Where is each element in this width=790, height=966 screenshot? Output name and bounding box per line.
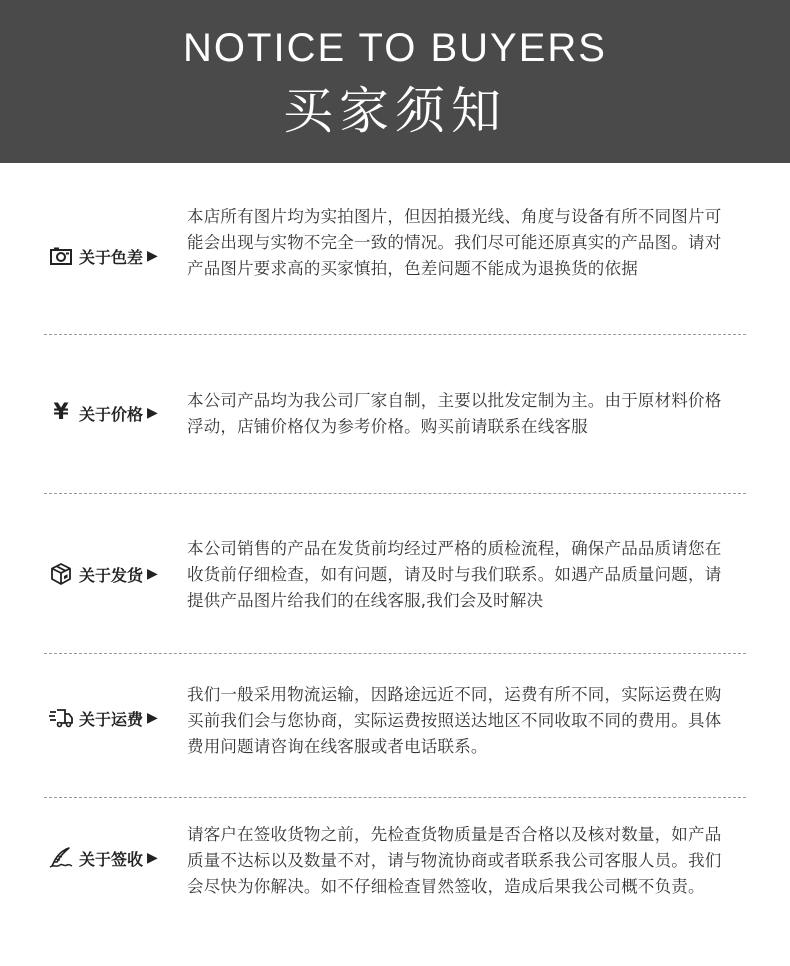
section-label-text: 关于发货 xyxy=(79,565,144,585)
arrow-right-icon: ▶ xyxy=(147,850,158,866)
section-label-text: 关于运费 xyxy=(79,709,144,729)
section-label-text: 关于签收 xyxy=(79,849,144,869)
section-description: 我们一般采用物流运输，因路途远近不同，运费有所不同，实际运费在购买前我们会与您协商，实际运费按照送达地区不同收取不同的费用。具体费用问题请咨询在线客服或者电话联系。 xyxy=(187,685,722,756)
section-description: 本店所有图片均为实拍图片，但因拍摄光线、角度与设备有所不同图片可能会出现与实物不完全一致的情况。我们尽可能还原真实的产品图。请对产品图片要求高的买家慎拍，色差问题不能成为退换货的依据 xyxy=(187,207,722,278)
arrow-right-icon: ▶ xyxy=(147,566,158,582)
section-label-price xyxy=(49,398,158,428)
divider xyxy=(44,653,746,654)
package-icon xyxy=(49,562,73,586)
notice-section-price xyxy=(44,386,746,446)
section-label-text: 关于价格 xyxy=(79,404,144,424)
section-description: 本公司产品均为我公司厂家自制，主要以批发定制为主。由于原材料价格浮动，店铺价格仅为参考价格。购买前请联系在线客服 xyxy=(187,391,722,436)
section-label-shipping xyxy=(49,559,158,589)
arrow-right-icon: ▶ xyxy=(147,405,158,421)
divider xyxy=(44,334,746,335)
camera-icon xyxy=(49,244,73,268)
signature-pen-icon xyxy=(49,846,73,870)
header-title-en: NOTICE TO BUYERS xyxy=(183,26,607,70)
header-banner xyxy=(0,0,790,163)
notice-section-shipping xyxy=(44,536,746,620)
section-description: 本公司销售的产品在发货前均经过严格的质检流程，确保产品品质请您在收货前仔细检查，如有问题，请及时与我们联系。如遇产品质量问题，请提供产品图片给我们的在线客服,我们会及时解决 xyxy=(187,539,722,610)
arrow-right-icon: ▶ xyxy=(147,248,158,264)
delivery-truck-icon xyxy=(49,706,73,730)
notice-section-freight xyxy=(44,680,746,764)
section-label-text: 关于色差 xyxy=(79,247,144,267)
header-title-cn: 买家须知 xyxy=(283,82,507,140)
yen-glyph: ¥ xyxy=(53,400,69,425)
divider xyxy=(44,797,746,798)
yen-icon xyxy=(49,401,73,425)
notice-section-signing xyxy=(44,822,746,932)
arrow-right-icon: ▶ xyxy=(147,710,158,726)
section-label-signing xyxy=(49,843,158,873)
section-description: 请客户在签收货物之前，先检查货物质量是否合格以及核对数量，如产品质量不达标以及数量不对，请与物流协商或者联系我公司客服人员。我们会尽快为你解决。如不仔细检查冒然签收，造成后果我公司概不负责。 xyxy=(187,825,722,896)
section-label-color xyxy=(49,241,158,271)
notice-section-color xyxy=(44,200,746,310)
divider xyxy=(44,493,746,494)
section-label-freight xyxy=(49,703,158,733)
